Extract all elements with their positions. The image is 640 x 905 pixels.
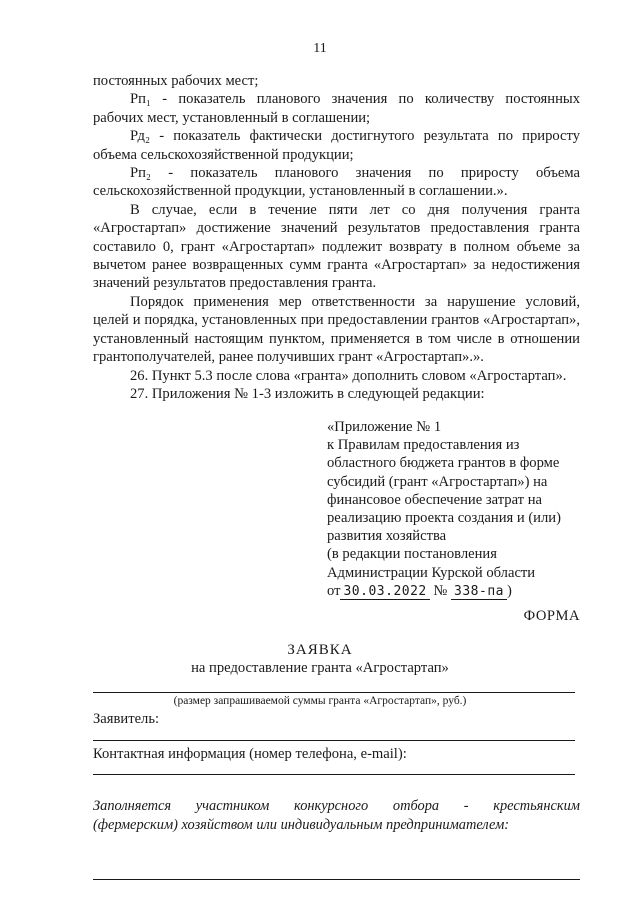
appendix-line: развития хозяйства bbox=[327, 528, 447, 545]
handwritten-date: 30.03.2022 bbox=[340, 584, 429, 600]
application-title: ЗАЯВКА bbox=[287, 642, 353, 658]
paragraph-8: 27. Приложения № 1-3 изложить в следующей редакции: bbox=[130, 385, 485, 402]
paragraph-2: Рп₁ - показатель планового значения по количеству постоянных рабочих мест, установленный в соглашении; bbox=[93, 91, 580, 126]
appendix-line: областного бюджета грантов в форме bbox=[327, 455, 560, 472]
paragraph-7: 26. Пункт 5.3 после слова «гранта» дополнить словом «Агростартап». bbox=[130, 367, 567, 384]
paragraph-5: В случае, если в течение пяти лет со дня получения гранта «Агростартап» достижение значений результатов предоставления гранта составило 0, грант «Агростартап» подлежит возврату в полном объеме за вычетом ранее возвращенных сумм гранта «Агростартап» за недостижения значений результатов предоставления гранта. bbox=[93, 201, 580, 292]
fill-instruction-note bbox=[93, 797, 580, 835]
amount-field-line[interactable] bbox=[93, 692, 575, 693]
appendix-line: к Правилам предоставления из bbox=[327, 437, 520, 454]
body-text bbox=[93, 72, 580, 403]
closing-paren: ) bbox=[506, 582, 512, 599]
appendix-date-line bbox=[327, 582, 587, 601]
paragraph-1: постоянных рабочих мест; bbox=[93, 73, 259, 89]
applicant-label: Заявитель: bbox=[93, 711, 160, 727]
contact-field-line[interactable] bbox=[93, 774, 575, 775]
note-line-1: Заполняется участником конкурсного отбора - крестьянским bbox=[93, 798, 580, 814]
amount-caption: (размер запрашиваемой суммы гранта «Агростартап», руб.) bbox=[173, 695, 467, 707]
appendix-line: Администрации Курской области bbox=[327, 564, 536, 581]
date-prefix: от bbox=[327, 582, 341, 599]
farm-field-line[interactable] bbox=[93, 879, 580, 880]
form-label: ФОРМА bbox=[523, 608, 580, 624]
paragraph-4: Рп₂ - показатель планового значения по приросту объема сельскохозяйственной продукции, установленный в соглашении.». bbox=[93, 165, 580, 200]
note-line-2: (фермерским) хозяйством или индивидуальным предпринимателем: bbox=[93, 817, 510, 833]
appendix-line: финансовое обеспечение затрат на bbox=[327, 491, 542, 508]
application-subtitle: на предоставление гранта «Агростартап» bbox=[191, 660, 449, 676]
appendix-line: (в редакции постановления bbox=[327, 546, 497, 563]
contact-label: Контактная информация (номер телефона, e-mail): bbox=[93, 746, 407, 762]
appendix-line: реализацию проекта создания и (или) bbox=[327, 510, 561, 527]
appendix-line: субсидий (грант «Агростартап») на bbox=[327, 473, 548, 490]
handwritten-number: 338-па bbox=[451, 584, 507, 600]
applicant-field-line[interactable] bbox=[93, 740, 575, 741]
paragraph-6: Порядок применения мер ответственности за нарушение условий, целей и порядка, установленных при предоставлении грантов «Агростартап», установленный настоящим пунктом, применяется в том числе в отношении грантополучателей, ранее получивших грант «Агростартап».». bbox=[93, 293, 580, 366]
number-sign: № bbox=[433, 582, 448, 599]
page-number: 11 bbox=[313, 41, 327, 56]
appendix-header bbox=[327, 418, 587, 601]
paragraph-3: Рд₂ - показатель фактически достигнутого результата по приросту объема сельскохозяйственной продукции; bbox=[93, 128, 580, 163]
appendix-line: «Приложение № 1 bbox=[327, 419, 442, 435]
